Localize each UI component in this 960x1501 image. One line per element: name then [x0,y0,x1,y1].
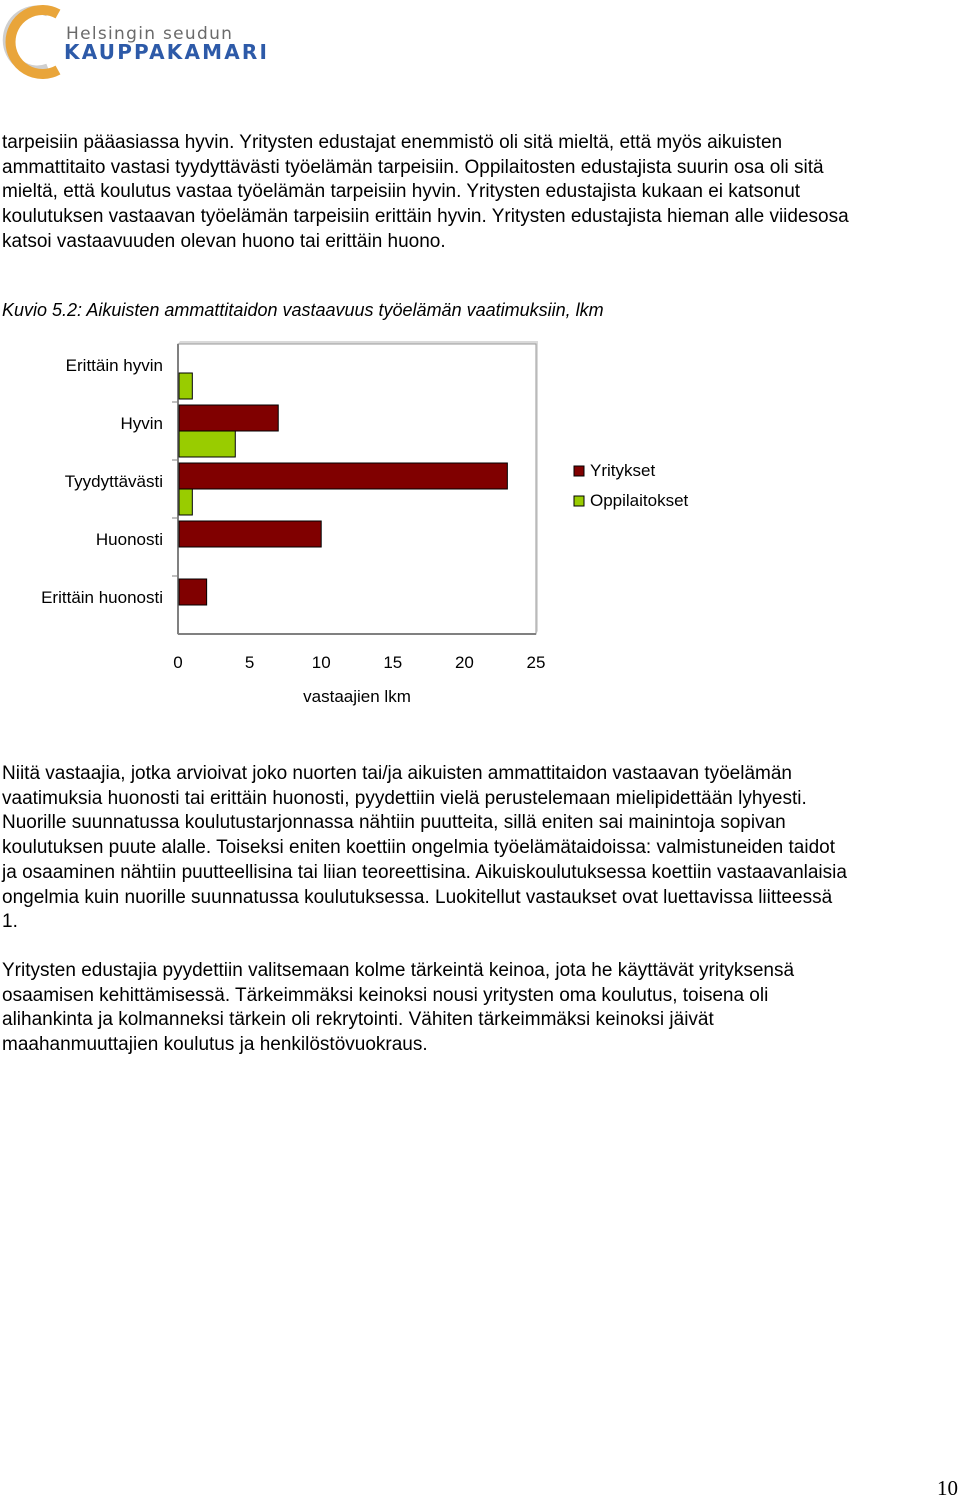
chamber-logo [0,0,280,80]
category-label: Hyvin [120,414,163,433]
bar-oppilaitokset-0 [179,373,192,399]
x-tick-label: 25 [526,653,546,672]
bar-yritykset-3 [179,521,321,547]
text-line: koulutuksen vastaavan työelämän tarpeisiin erittäin hyvin. Yritysten edustajista hieman alle viidesosa [2,206,849,228]
x-tick-label: 5 [244,653,255,672]
text-line: vaatimuksia huonosti tai erittäin huonosti, pyydettiin vielä perustelemaan mielipidettään lyhyesti. [2,787,807,809]
bar-chart [0,330,740,720]
text-line: Yritysten edustajia pyydettiin valitsemaan kolme tärkeintä keinoa, jota he käyttävät yrityksensä [2,960,795,981]
legend-label-yritykset: Yritykset [590,461,656,480]
figure-caption: Kuvio 5.2: Aikuisten ammattitaidon vastaavuus työelämän vaatimuksiin, lkm [2,300,604,320]
legend-swatch-yritykset [574,466,584,476]
bar-oppilaitokset-2 [179,489,192,515]
bar-yritykset-2 [179,463,507,489]
page-number: 10 [937,1476,958,1500]
text-line: Nuorille suunnatussa koulutustarjonnassa nähtiin puutteita, sillä eniten sai mainintoja sopivan [2,812,786,834]
bar-yritykset-1 [179,405,278,431]
category-label: Erittäin huonosti [41,588,163,607]
logo-line2: KAUPPAKAMARI [64,40,270,64]
text-line: koulutuksen puute alalle. Toiseksi eniten koettiin ongelmia työelämätaidoissa: valmistuneiden taidot [2,837,835,859]
text-line: mieltä, että koulutus vastaa työelämän tarpeisiin hyvin. Yritysten edustajista kukaan ei katsonut [2,181,801,203]
text-line: maahanmuuttajien koulutus ja henkilöstövuokraus. [2,1034,428,1056]
intro-paragraph [2,131,960,255]
logo-line1: Helsingin seudun [66,24,234,44]
text-line: osaamisen kehittämisessä. Tärkeimmäksi keinoksi nousi yritysten oma koulutus, toisena oli [2,984,769,1006]
text-line: alihankinta ja kolmanneksi tärkein oli rekrytointi. Vähiten tärkeimmäksi keinoksi jäivät [2,1009,714,1031]
x-tick-label: 10 [311,653,331,672]
text-line: 1. [2,911,18,933]
category-label: Tyydyttävästi [64,472,163,491]
bar-yritykset-4 [179,579,207,605]
legend-swatch-oppilaitokset [574,496,584,506]
x-tick-label: 20 [454,653,474,672]
category-label: Erittäin hyvin [65,356,163,375]
x-tick-label: 0 [173,653,183,672]
legend-label-oppilaitokset: Oppilaitokset [590,491,689,510]
final-paragraph [2,959,960,1058]
text-line: Niitä vastaajia, jotka arvioivat joko nuorten tai/ja aikuisten ammattitaidon vastaavan työelämän [2,763,792,784]
category-label: Huonosti [95,530,163,549]
text-line: ammattitaito vastasi tyydyttävästi työelämän tarpeisiin. Oppilaitosten edustajista suurin osa oli sitä [2,156,824,178]
text-line: tarpeisiin pääasiassa hyvin. Yritysten edustajat enemmistö oli sitä mieltä, että myös aikuisten [2,132,783,153]
bar-oppilaitokset-1 [179,431,235,457]
x-axis-label: vastaajien lkm [303,687,411,706]
middle-paragraph [2,762,960,935]
text-line: ja osaaminen nähtiin puutteellisina tai liian teoreettisina. Aikuiskoulutuksessa koettiin vastaavanlaisia [2,861,847,883]
text-line: katsoi vastaavuuden olevan huono tai erittäin huono. [2,230,446,252]
text-line: ongelmia kuin nuorille suunnatussa koulutuksessa. Luokitellut vastaukset ovat luettavissa liitteessä [2,886,833,908]
x-tick-label: 15 [383,653,403,672]
